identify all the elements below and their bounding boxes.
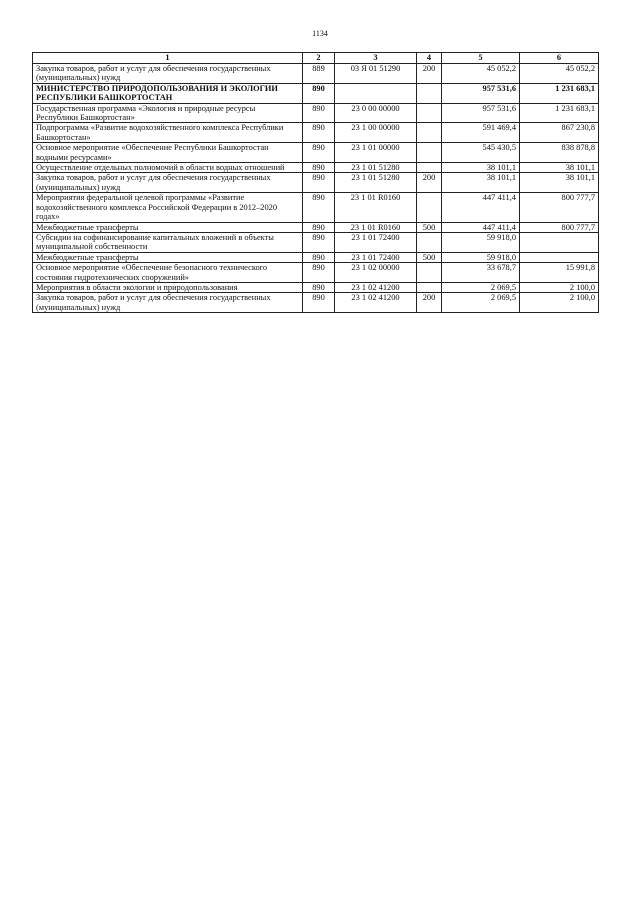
- cell-expense-type: [417, 282, 442, 292]
- cell-amount-1: 447 411,4: [442, 193, 520, 222]
- page-number: 1134: [312, 29, 328, 38]
- cell-expense-type: [417, 123, 442, 143]
- cell-amount-1: 38 101,1: [442, 173, 520, 193]
- cell-target-code: 23 1 01 00000: [335, 143, 417, 163]
- cell-admin-code: 889: [303, 64, 335, 84]
- cell-name: Закупка товаров, работ и услуг для обеспечения государственных (муниципальных) нужд: [33, 293, 303, 313]
- cell-admin-code: 890: [303, 83, 335, 103]
- cell-admin-code: 890: [303, 173, 335, 193]
- cell-expense-type: [417, 232, 442, 252]
- cell-expense-type: [417, 163, 442, 173]
- column-header-code: 3: [335, 53, 417, 64]
- cell-amount-1: 38 101,1: [442, 163, 520, 173]
- table-row: [33, 83, 599, 103]
- cell-name: Мероприятия федеральной целевой программы «Развитие водохозяйственного комплекса Российской Федерации в 2012–2020 годах»: [33, 193, 303, 222]
- cell-admin-code: 890: [303, 293, 335, 313]
- table-row: [33, 293, 599, 313]
- column-header-type: 4: [417, 53, 442, 64]
- table-row: [33, 263, 599, 283]
- cell-name: Межбюджетные трансферты: [33, 252, 303, 262]
- cell-name: Государственная программа «Экология и природные ресурсы Республики Башкортостан»: [33, 103, 303, 123]
- table-row: [33, 232, 599, 252]
- cell-expense-type: [417, 263, 442, 283]
- table-body: [33, 64, 599, 313]
- cell-target-code: 23 1 01 R0160: [335, 193, 417, 222]
- cell-target-code: 03 Я 01 51290: [335, 64, 417, 84]
- cell-expense-type: 500: [417, 222, 442, 232]
- cell-amount-2: 800 777,7: [520, 193, 599, 222]
- table-row: [33, 143, 599, 163]
- cell-amount-2: 800 777,7: [520, 222, 599, 232]
- cell-amount-2: 867 230,8: [520, 123, 599, 143]
- cell-amount-2: 2 100,0: [520, 282, 599, 292]
- cell-admin-code: 890: [303, 163, 335, 173]
- cell-target-code: [335, 83, 417, 103]
- cell-admin-code: 890: [303, 103, 335, 123]
- cell-amount-1: 957 531,6: [442, 103, 520, 123]
- cell-amount-1: 447 411,4: [442, 222, 520, 232]
- cell-amount-2: [520, 232, 599, 252]
- cell-amount-2: 38 101,1: [520, 163, 599, 173]
- cell-name: Основное мероприятие «Обеспечение Республики Башкортостан водными ресурсами»: [33, 143, 303, 163]
- cell-amount-2: [520, 252, 599, 262]
- cell-name: МИНИСТЕРСТВО ПРИРОДОПОЛЬЗОВАНИЯ И ЭКОЛОГИИ РЕСПУБЛИКИ БАШКОРТОСТАН: [33, 83, 303, 103]
- column-header-name: 1: [33, 53, 303, 64]
- table-header-row: [33, 53, 599, 64]
- cell-name: Осуществление отдельных полномочий в области водных отношений: [33, 163, 303, 173]
- cell-target-code: 23 1 01 51280: [335, 173, 417, 193]
- cell-name: Межбюджетные трансферты: [33, 222, 303, 232]
- cell-expense-type: [417, 143, 442, 163]
- cell-target-code: 23 1 00 00000: [335, 123, 417, 143]
- cell-admin-code: 890: [303, 232, 335, 252]
- cell-target-code: 23 1 02 41200: [335, 282, 417, 292]
- cell-expense-type: 200: [417, 293, 442, 313]
- cell-admin-code: 890: [303, 123, 335, 143]
- cell-expense-type: 500: [417, 252, 442, 262]
- cell-amount-2: 838 878,8: [520, 143, 599, 163]
- cell-admin-code: 890: [303, 252, 335, 262]
- cell-amount-2: 1 231 683,1: [520, 103, 599, 123]
- table-row: [33, 252, 599, 262]
- table-row: [33, 193, 599, 222]
- cell-name: Субсидии на софинансирование капитальных вложений в объекты муниципальной собственности: [33, 232, 303, 252]
- cell-admin-code: 890: [303, 143, 335, 163]
- cell-target-code: 23 1 01 R0160: [335, 222, 417, 232]
- cell-target-code: 23 1 02 00000: [335, 263, 417, 283]
- cell-amount-1: 45 052,2: [442, 64, 520, 84]
- cell-expense-type: 200: [417, 64, 442, 84]
- cell-amount-1: 545 430,5: [442, 143, 520, 163]
- cell-target-code: 23 1 01 72400: [335, 252, 417, 262]
- cell-amount-1: 957 531,6: [442, 83, 520, 103]
- cell-target-code: 23 1 01 51280: [335, 163, 417, 173]
- cell-amount-1: 2 069,5: [442, 293, 520, 313]
- cell-target-code: 23 0 00 00000: [335, 103, 417, 123]
- cell-admin-code: 890: [303, 222, 335, 232]
- budget-table: [32, 52, 599, 313]
- table-row: [33, 103, 599, 123]
- table-row: [33, 123, 599, 143]
- cell-target-code: 23 1 02 41200: [335, 293, 417, 313]
- cell-amount-2: 15 991,8: [520, 263, 599, 283]
- cell-name: Закупка товаров, работ и услуг для обеспечения государственных (муниципальных) нужд: [33, 173, 303, 193]
- cell-amount-1: 33 678,7: [442, 263, 520, 283]
- cell-expense-type: [417, 83, 442, 103]
- table-row: [33, 222, 599, 232]
- cell-amount-2: 38 101,1: [520, 173, 599, 193]
- cell-amount-2: 1 231 683,1: [520, 83, 599, 103]
- table-row: [33, 64, 599, 84]
- cell-admin-code: 890: [303, 263, 335, 283]
- cell-amount-1: 2 069,5: [442, 282, 520, 292]
- table-row: [33, 282, 599, 292]
- cell-admin-code: 890: [303, 282, 335, 292]
- cell-expense-type: [417, 193, 442, 222]
- cell-amount-1: 59 918,0: [442, 232, 520, 252]
- cell-expense-type: 200: [417, 173, 442, 193]
- cell-amount-1: 591 469,4: [442, 123, 520, 143]
- cell-target-code: 23 1 01 72400: [335, 232, 417, 252]
- table-row: [33, 173, 599, 193]
- column-header-admin: 2: [303, 53, 335, 64]
- cell-name: Закупка товаров, работ и услуг для обеспечения государственных (муниципальных) нужд: [33, 64, 303, 84]
- cell-expense-type: [417, 103, 442, 123]
- column-header-value-1: 5: [442, 53, 520, 64]
- cell-amount-2: 2 100,0: [520, 293, 599, 313]
- table-row: [33, 163, 599, 173]
- cell-amount-2: 45 052,2: [520, 64, 599, 84]
- cell-name: Мероприятия в области экологии и природопользования: [33, 282, 303, 292]
- cell-admin-code: 890: [303, 193, 335, 222]
- cell-amount-1: 59 918,0: [442, 252, 520, 262]
- cell-name: Основное мероприятие «Обеспечение безопасного технического состояния гидротехнических сооружений»: [33, 263, 303, 283]
- column-header-value-2: 6: [520, 53, 599, 64]
- cell-name: Подпрограмма «Развитие водохозяйственного комплекса Республики Башкортостан»: [33, 123, 303, 143]
